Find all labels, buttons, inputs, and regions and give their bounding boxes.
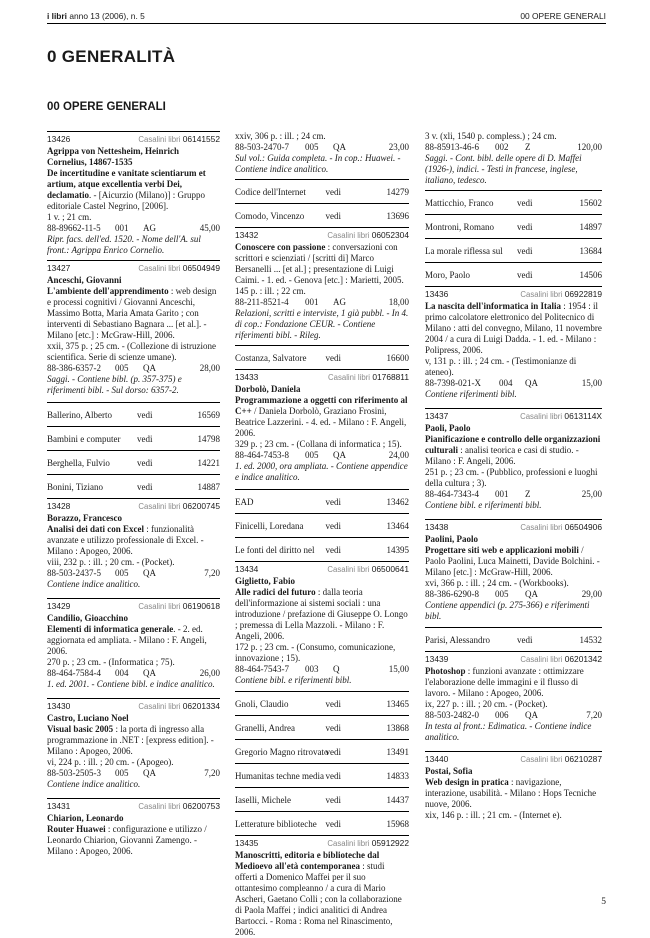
cross-reference: Letterature biblioteche vedi 15968: [235, 811, 409, 835]
cross-reference: Moro, Paolo vedi 14506: [425, 262, 602, 286]
cross-reference: Matticchio, Franco vedi 15602: [425, 190, 602, 214]
entry: 13436 Casalini libri 06922819 La nascita dell'informatica in Italia : 1954 : il primo calcolatore elettronico del Politecnico di Milano : atti del convegno, Milano, 11 novembre 2004 / a cura di Luigi Dadda. - 1. ed. - Milano : Polipress, 2006. v, 131 p. : ill. ; 24 cm. - (Testimonianze di ateneo). 88-7398-021-X 004 QA 15,00 Contiene riferimenti bibl.: [425, 286, 602, 400]
entry: 13429 Casalini libri 06190618 Candilio, Gioacchino Elementi di informatica generale. - 2. ed. aggiornata ed ampliata. - Milano : F. Angeli, 2006. 270 p. ; 23 cm. - (Informatica ; 75). 88-464-7584-4 004 QA 26,00 1. ed. 2001. - Contiene bibl. e indice analitico.: [47, 598, 220, 690]
cross-reference: La morale riflessa sul vedi 13684: [425, 238, 602, 262]
entry: 13434 Casalini libri 06500641 Giglietto, Fabio Alle radici del futuro : dalla teoria dell'informazione ai sistemi sociali : una introduzione / prefazione di Giuseppe O. Longo ; premessa di Lella Mazzoli. - Milano : F. Angeli, 2006. 172 p. ; 23 cm. - (Consumo, comunicazione, innovazione ; 15). 88-464-7543-7 003 Q 15,00 Contiene bibl. e riferimenti bibl.: [235, 561, 409, 686]
entry: 13426 Casalini libri 06141552 Agrippa von Nettesheim, Heinrich Cornelius, 14867-1535 De incertitudine e vanitate scientiarum et artium, atque excellentia verbi Dei, declamatio. - [Aicurzio (Milano)] : Gruppo editoriale Castel Negrino, [2006]. 1 v. ; 21 cm. 88-89662-11-5 001 AG 45,00 Ripr. facs. dell'ed. 1520. - Nome dell'A. sul front.: Agrippa Enrico Cornelio.: [47, 131, 220, 256]
cross-reference: Codice dell'Internet vedi 14279: [235, 179, 409, 203]
entry: 13439 Casalini libri 06201342 Photoshop : funzioni avanzate : ottimizzare l'elaborazione delle immagini e il flusso di lavoro. - Milano : Apogeo, 2006. ix, 227 p. : ill. ; 20 cm. - (Pocket). 88-503-2482-0 006 QA 7,20 In testa al front.: Edimatica. - Contiene indice analitico.: [425, 651, 602, 743]
entry: 13428 Casalini libri 06200745 Borazzo, Francesco Analisi dei dati con Excel : funzionalità avanzate e utilizzo professionale di Excel. - Milano : Apogeo, 2006. viii, 232 p. : ill. ; 20 cm. - (Pocket). 88-503-2437-5 005 QA 7,20 Contiene indice analitico.: [47, 498, 220, 590]
cross-reference: Le fonti del diritto nel vedi 14395: [235, 537, 409, 561]
entry: 13427 Casalini libri 06504949 Anceschi, Giovanni L'ambiente dell'apprendimento : web design e processi cognitivi / Giovanni Anceschi, Massimo Botta, Maria Amata Garito ; con interventi di Sebastiano Bagnara ... [et al.]. - Milano [etc.] : McGraw-Hill, 2006. xxii, 375 p. ; 25 cm. - (Collezione di istruzione scientifica. Serie di scienze umane). 88-386-6357-2 005 QA 28,00 Saggi. - Contiene bibl. (p. 357-375) e riferimenti bibl. - Sul dorso: 6357-2.: [47, 260, 220, 396]
cross-reference: Finicelli, Loredana vedi 13464: [235, 513, 409, 537]
cross-reference: Bambini e computer vedi 14798: [47, 426, 220, 450]
entry-continued: 3 v. (xli, 1540 p. compless.) ; 24 cm. 88-85913-46-6 002 Z 120,00 Saggi. - Cont. bibl. delle opere di D. Maffei (1926-), indici. - Testi in francese, inglese, italiano, tedesco.: [425, 131, 602, 185]
cross-reference: Montroni, Romano vedi 14897: [425, 214, 602, 238]
entry: 13437 Casalini libri 0613114X Paoli, Paolo Pianificazione e controllo delle organizzazioni culturali : analisi teorica e casi di studio. - Milano : F. Angeli, 2006. 251 p. ; 23 cm. - (Pubblico, professioni e luoghi della cultura ; 3). 88-464-7343-4 001 Z 25,00 Contiene bibl. e riferimenti bibl.: [425, 408, 602, 511]
running-header: [47, 10, 606, 24]
entry: 13440 Casalini libri 06210287 Postai, Sofia Web design in pratica : navigazione, interazione, usabilità. - Milano : Hops Tecniche nuove, 2006. xix, 146 p. : ill. ; 21 cm. - (Internet e).: [425, 751, 602, 821]
entry: 13433 Casalini libri 01768811 Dorbolò, Daniela Programmazione a oggetti con riferimento al C++ / Daniela Dorbolò, Graziano Frosini, Beatrice Lazzerini. - 4. ed. - Milano : F. Angeli, 2006. 329 p. ; 23 cm. - (Collana di informatica ; 15). 88-464-7453-8 005 QA 24,00 1. ed. 2000, ora ampliata. - Contiene appendice e indice analitico.: [235, 369, 409, 483]
entry: 13431 Casalini libri 06200753 Chiarion, Leonardo Router Huawei : configurazione e utilizzo / Leonardo Chiarion, Giovanni Zamengo. - Milano : Apogeo, 2006.: [47, 798, 220, 857]
cross-reference: Humanitas techne media vedi 14833: [235, 763, 409, 787]
cross-reference: Ballerino, Alberto vedi 16569: [47, 402, 220, 426]
cross-reference: Bonini, Tiziano vedi 14887: [47, 474, 220, 498]
header-section: 00 OPERE GENERALI: [520, 11, 606, 21]
column-3: [425, 131, 602, 821]
cross-reference: Gnoli, Claudio vedi 13465: [235, 691, 409, 715]
column-1: [47, 131, 220, 857]
entry-continued: xxiv, 306 p. : ill. ; 24 cm. 88-503-2470-7 005 QA 23,00 Sul vol.: Guida completa. - In cop.: Huawei. - Contiene indice analitico.: [235, 131, 409, 174]
column-2: [235, 131, 409, 938]
cross-reference: Costanza, Salvatore vedi 16600: [235, 345, 409, 369]
cross-reference: Parisi, Alessandro vedi 14532: [425, 627, 602, 651]
entry: 13435 Casalini libri 05912922 Manoscritti, editoria e biblioteche dal Medioevo all'età contemporanea : studi offerti a Domenico Maffei per il suo ottantesimo compleanno / a cura di Mario Ascheri, Gaetano Colli ; con la collaborazione di Paola Maffei ; indici analitici di Andrea Bartocci. - Roma : Roma nel Rinascimento, 2006.: [235, 835, 409, 938]
cross-reference: Iaselli, Michele vedi 14437: [235, 787, 409, 811]
page-title: 0 GENERALITÀ: [47, 47, 176, 66]
page-number: 5: [601, 897, 606, 907]
cross-reference: EAD vedi 13462: [235, 489, 409, 513]
section-title: 00 OPERE GENERALI: [47, 101, 166, 113]
cross-reference: Gregorio Magno ritrovato vedi 13491: [235, 739, 409, 763]
cross-reference: Comodo, Vincenzo vedi 13696: [235, 203, 409, 227]
entry: 13430 Casalini libri 06201334 Castro, Luciano Noel Visual basic 2005 : la porta di ingresso alla programmazione in .NET : [express edition]. - Milano : Apogeo, 2006. vi, 224 p. : ill. ; 20 cm. - (Apogeo). 88-503-2505-3 005 QA 7,20 Contiene indice analitico.: [47, 698, 220, 790]
cross-reference: Berghella, Fulvio vedi 14221: [47, 450, 220, 474]
entry: 13438 Casalini libri 06504906 Paolini, Paolo Progettare siti web e applicazioni mobili / Paolo Paolini, Luca Mainetti, Davide Bolchini. - Milano [etc.] : McGraw-Hill, 2006. xvi, 366 p. : ill. ; 24 cm. - (Workbooks). 88-386-6290-8 005 QA 29,00 Contiene appendici (p. 275-366) e riferimenti bibl.: [425, 519, 602, 622]
entry: 13432 Casalini libri 06052304 Conoscere con passione : conversazioni con scrittori e scienziati / [scritti di] Marco Bersanelli ... [et al.] ; presentazione di Luigi Caimi. - 1. ed. - Genova [etc.] : Marietti, 2005. 145 p. : ill. ; 22 cm. 88-211-8521-4 001 AG 18,00 Relazioni, scritti e interviste, 1 già pubbl. - In 4. di cop.: Fondazione CEUR. - Contiene riferimenti bibl. - Rileg.: [235, 227, 409, 341]
cross-reference: Granelli, Andrea vedi 13868: [235, 715, 409, 739]
header-journal: i libri anno 13 (2006), n. 5: [47, 11, 145, 21]
